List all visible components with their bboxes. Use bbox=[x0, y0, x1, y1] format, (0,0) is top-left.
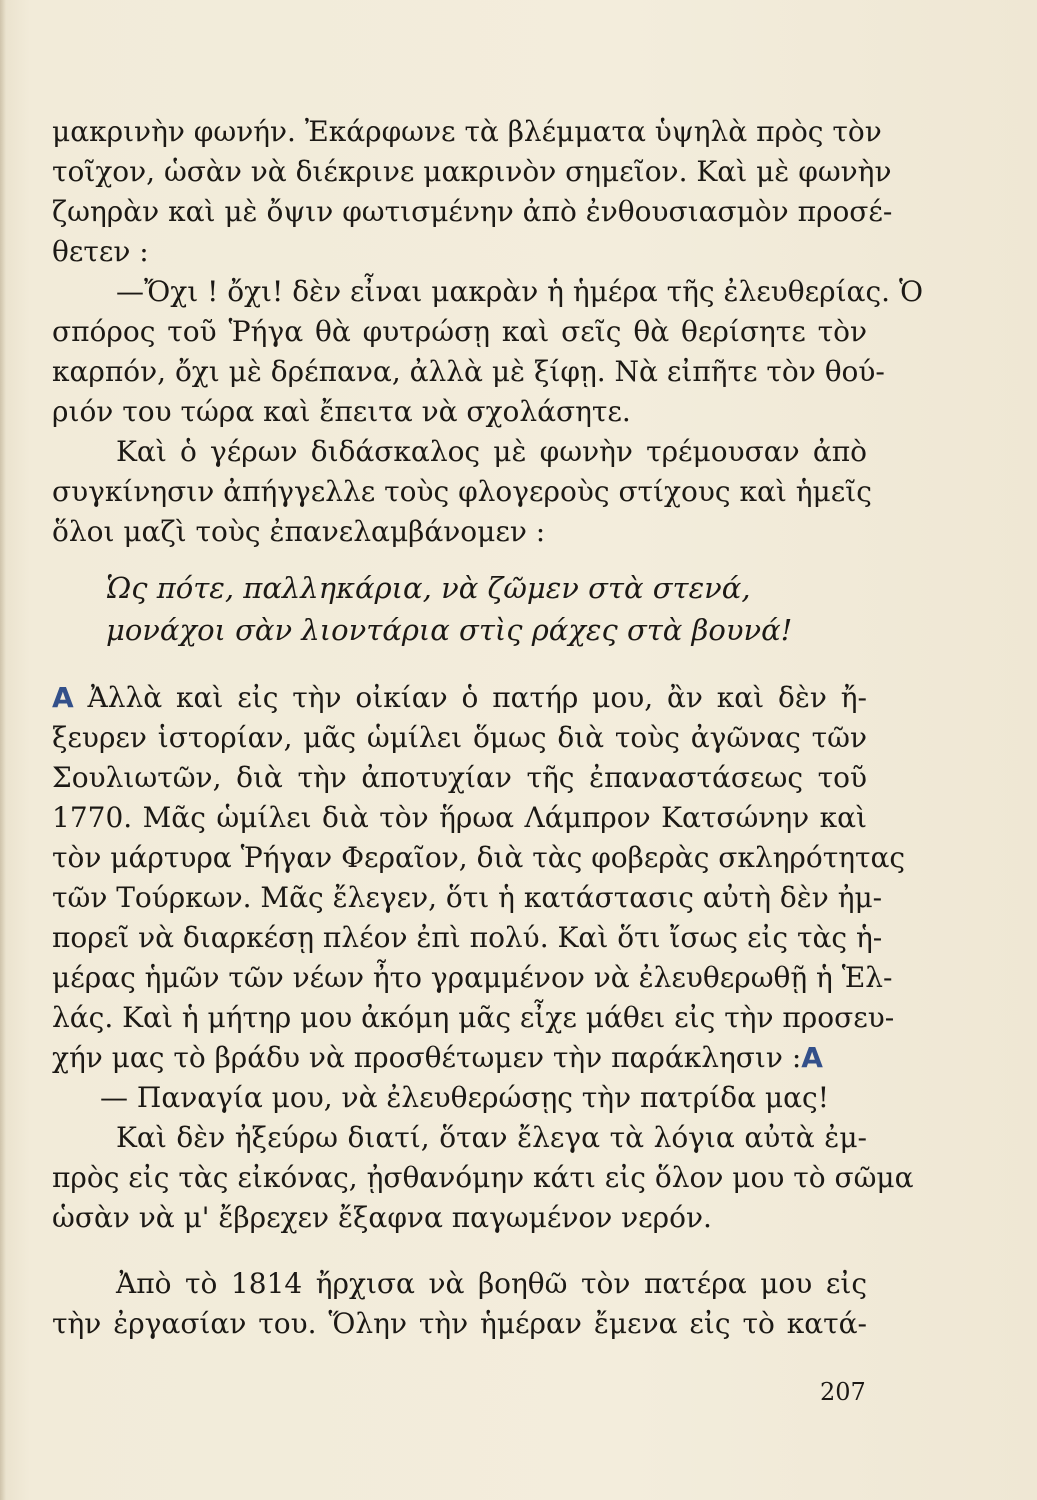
spacer bbox=[52, 552, 867, 568]
text-line: Ἀπὸ τὸ 1814 ἤρχισα νὰ βοηθῶ τὸν πατέρα μου εἰς bbox=[116, 1267, 867, 1300]
text-line: σπόρος τοῦ Ῥήγα θὰ φυτρώσῃ καὶ σεῖς θὰ θερίσητε τὸν bbox=[52, 315, 867, 348]
text-line: τὸν μάρτυρα Ῥήγαν Φεραῖον, διὰ τὰς φοβερὰς σκληρότητας bbox=[52, 841, 906, 874]
paragraph-1 bbox=[52, 112, 893, 272]
page-edge-shadow bbox=[0, 0, 6, 1500]
spacer bbox=[52, 1238, 867, 1264]
text-line: πρὸς εἰς τὰς εἰκόνας, ᾐσθανόμην κάτι εἰς ὅλον μου τὸ σῶμα bbox=[52, 1161, 914, 1194]
pen-mark: A bbox=[801, 1041, 823, 1074]
text-line: συγκίνησιν ἀπήγγελλε τοὺς φλογεροὺς στίχους καὶ ἡμεῖς bbox=[52, 475, 872, 508]
text-line: ξευρεν ἱστορίαν, μᾶς ὡμίλει ὅμως διὰ τοὺς ἀγῶνας τῶν bbox=[52, 721, 867, 754]
text-line: λάς. Καὶ ἡ μήτηρ μου ἀκόμη μᾶς εἶχε μάθει εἰς τὴν προσευ- bbox=[52, 1001, 895, 1034]
text-line: μακρινὴν φωνήν. Ἐκάρφωνε τὰ βλέμματα ὑψηλὰ πρὸς τὸν bbox=[52, 115, 882, 148]
text-line: καρπόν, ὄχι μὲ δρέπανα, ἀλλὰ μὲ ξίφῃ. Νὰ εἰπῆτε τὸν θού- bbox=[52, 355, 885, 388]
text-line: τοῖχον, ὡσὰν νὰ διέκρινε μακρινὸν σημεῖον. Καὶ μὲ φωνὴν bbox=[52, 155, 892, 188]
text-line: 1770. Μᾶς ὡμίλει διὰ τὸν ἥρωα Λάμπρον Κατσώνην καὶ bbox=[52, 801, 867, 834]
text-line: ὡσὰν νὰ μ' ἔβρεχεν ἔξαφνα παγωμένον νερόν. bbox=[52, 1201, 712, 1234]
text-line: Καὶ ὁ γέρων διδάσκαλος μὲ φωνὴν τρέμουσαν ἀπὸ bbox=[116, 435, 867, 468]
text-line: ζωηρὰν καὶ μὲ ὄψιν φωτισμένην ἀπὸ ἐνθουσιασμὸν προσέ- bbox=[52, 195, 893, 228]
text-line: τὴν ἐργασίαν του. Ὅλην τὴν ἡμέραν ἔμενα εἰς τὸ κατά- bbox=[52, 1307, 867, 1340]
text-line-content: Ἀλλὰ καὶ εἰς τὴν οἰκίαν ὁ πατήρ μου, ἂν καὶ δὲν ἤ- bbox=[87, 681, 867, 714]
spacer bbox=[52, 652, 867, 678]
text-line: πορεῖ νὰ διαρκέσῃ πλέον ἐπὶ πολύ. Καὶ ὅτι ἴσως εἰς τὰς ἡ- bbox=[52, 921, 883, 954]
text-line: Σουλιωτῶν, διὰ τὴν ἀποτυχίαν τῆς ἐπαναστάσεως τοῦ bbox=[52, 761, 867, 794]
text-line: ὅλοι μαζὶ τοὺς ἐπανελαμβάνομεν : bbox=[52, 515, 546, 548]
text-line-content: χήν μας τὸ βράδυ νὰ προσθέτωμεν τὴν παράκλησιν : bbox=[52, 1041, 802, 1074]
poem-line: Ὡς πότε, παλληκάρια, νὰ ζῶμεν στὰ στενά, bbox=[106, 571, 751, 605]
paragraph-7 bbox=[52, 1264, 867, 1344]
paragraph-4 bbox=[52, 678, 906, 1078]
paragraph-3 bbox=[52, 432, 872, 552]
page-number: 207 bbox=[820, 1378, 866, 1406]
paragraph-5 bbox=[52, 1078, 867, 1118]
text-line: μέρας ἡμῶν τῶν νέων ἦτο γραμμένον νὰ ἐλευθερωθῇ ἡ Ἑλ- bbox=[52, 961, 893, 994]
text-line: Καὶ δὲν ἠξεύρω διατί, ὅταν ἔλεγα τὰ λόγια αὐτὰ ἐμ- bbox=[116, 1121, 867, 1154]
paragraph-2 bbox=[52, 272, 924, 432]
poem-line: μονάχοι σὰν λιοντάρια στὶς ράχες στὰ βουνά! bbox=[106, 613, 793, 647]
poem-quote bbox=[52, 568, 867, 652]
page-body bbox=[52, 112, 924, 1344]
text-line: θετεν : bbox=[52, 235, 149, 268]
text-line: ριόν του τώρα καὶ ἔπειτα νὰ σχολάσητε. bbox=[52, 395, 631, 428]
paragraph-6 bbox=[52, 1118, 914, 1238]
text-line: —Ὄχι ! ὄχι! δὲν εἶναι μακρὰν ἡ ἡμέρα τῆς ἐλευθερίας. Ὁ bbox=[116, 275, 924, 308]
text-line bbox=[52, 1038, 867, 1078]
text-line: — Παναγία μου, νὰ ἐλευθερώσῃς τὴν πατρίδα μας! bbox=[100, 1081, 829, 1114]
text-line bbox=[52, 678, 867, 718]
text-line: τῶν Τούρκων. Μᾶς ἔλεγεν, ὅτι ἡ κατάστασις αὐτὴ δὲν ἠμ- bbox=[52, 881, 883, 914]
pen-mark: A bbox=[52, 681, 74, 714]
